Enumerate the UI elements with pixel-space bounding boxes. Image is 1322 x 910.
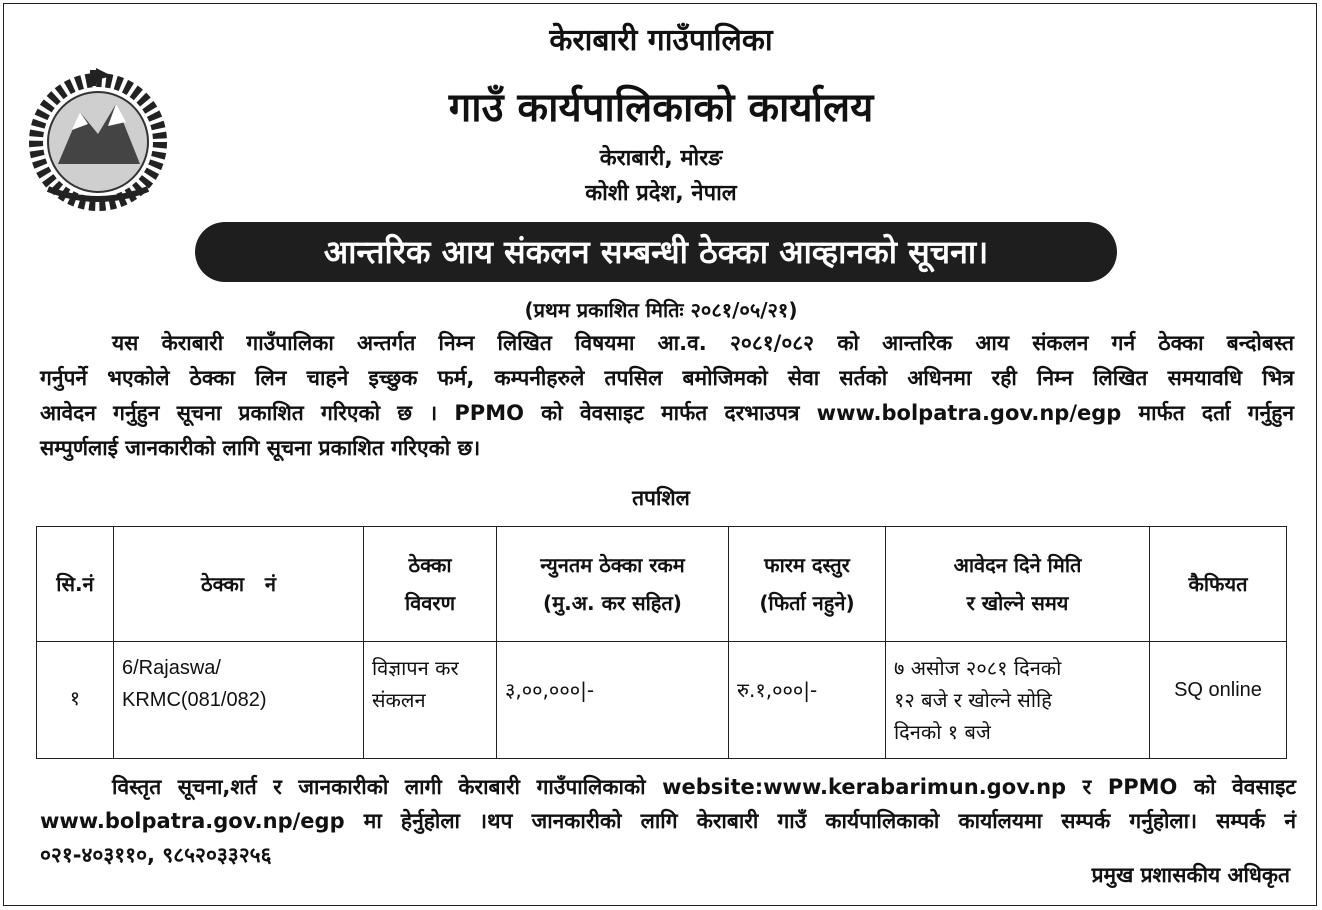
header-contract-no: ठेक्का नं [114, 527, 364, 642]
signatory: प्रमुख प्रशासकीय अधिकृत [1091, 863, 1290, 887]
date-line: १२ बजे र खोल्ने सोहि [894, 688, 1052, 712]
cell-contract-no [114, 642, 364, 759]
notice-body-line: यस केराबारी गाउँपालिका अन्तर्गत निम्न लिखित विषयमा आ.व. २०८१/०८२ को आन्तरिक आय संकलन गर्न ठेक्का बन्दोबस्त [112, 331, 1294, 355]
contract-no-line: 6/Rajaswa/ [122, 657, 221, 679]
cell-application-date [886, 642, 1150, 759]
header-form-fee [729, 527, 886, 642]
footer-line: विस्तृत सूचना,शर्त र जानकारीको लागी केराबारी गाउँपालिकाको website:www.kerabarimun.gov.np र PPMO को वेवसाइट [112, 775, 1296, 799]
cell-sn: १ [37, 642, 114, 759]
header-date-line: र खोल्ने समय [966, 591, 1069, 615]
header-minimum-amount [497, 527, 729, 642]
header-date-line: आवेदन दिने मिति [953, 553, 1082, 577]
description-line: विज्ञापन कर [372, 656, 459, 680]
date-line: ७ असोज २०८१ दिनको [894, 656, 1062, 680]
cell-remarks: SQ online [1150, 642, 1287, 759]
date-line: दिनको १ बजे [894, 720, 991, 744]
header-description-line: ठेक्का [408, 553, 452, 577]
header-description-line: विवरण [404, 591, 456, 615]
table-row [37, 642, 1287, 759]
notice-title-banner: आन्तरिक आय संकलन सम्बन्धी ठेक्का आव्हानको सूचना। [195, 222, 1117, 282]
header-fee-line: (फिर्ता नहुने) [759, 591, 855, 615]
cell-amount: ३,००,०००|- [497, 642, 729, 759]
header-fee-line: फारम दस्तुर [764, 553, 850, 577]
cell-description [364, 642, 497, 759]
contract-no-line: KRMC(081/082) [122, 689, 267, 711]
cell-form-fee: रु.१,०००|- [729, 642, 886, 759]
contact-numbers: ०२१-४०३११०, ९८५२०३३२५६ [40, 843, 272, 867]
notice-body-line: आवेदन गर्नुहुन सूचना प्रकाशित गरिएको छ । PPMO को वेवसाइट मार्फत दरभाउपत्र www.bolpatra.gov.np/egp मार्फत दर्ता गर्नुहुन [40, 401, 1294, 425]
municipality-name: केराबारी गाउँपालिका [549, 23, 773, 58]
published-date: (प्रथम प्रकाशित मितिः २०८१/०५/२१) [524, 298, 798, 322]
address-line-2: कोशी प्रदेश, नेपाल [585, 181, 737, 206]
notice-body-line: सम्पुर्णलाई जानकारीको लागि सूचना प्रकाशित गरिएको छ। [40, 436, 481, 460]
contract-table [36, 526, 1287, 759]
address-line-1: केराबारी, मोरङ [599, 146, 723, 171]
notice-body [40, 326, 1294, 466]
header-description [364, 527, 497, 642]
office-title: गाउँ कार्यपालिकाको कार्यालय [448, 85, 874, 131]
header-amount-line: न्युनतम ठेक्का रकम [540, 553, 685, 577]
footer-line: www.bolpatra.gov.np/egp मा हेर्नुहोला ।थप जानकारीको लागि केराबारी गाउँ कार्यपालिकाको कार्यालयमा सम्पर्क गर्नुहोला। सम्पर्क नं [40, 809, 1296, 833]
description-line: संकलन [372, 688, 426, 712]
header-application-date [886, 527, 1150, 642]
table-header-row [37, 527, 1287, 642]
footer-notice [40, 770, 1296, 872]
header-amount-line: (मु.अ. कर सहित) [543, 591, 682, 615]
header-sn: सि.नं [37, 527, 114, 642]
header-remarks: कैफियत [1150, 527, 1287, 642]
table-caption: तपशिल [632, 486, 690, 510]
notice-body-line: गर्नुपर्ने भएकोले ठेक्का लिन चाहने इच्छुक फर्म, कम्पनीहरुले तपसिल बमोजिमको सेवा सर्तको अधिनमा रही निम्न लिखित समयावधि भित्र [40, 366, 1294, 390]
